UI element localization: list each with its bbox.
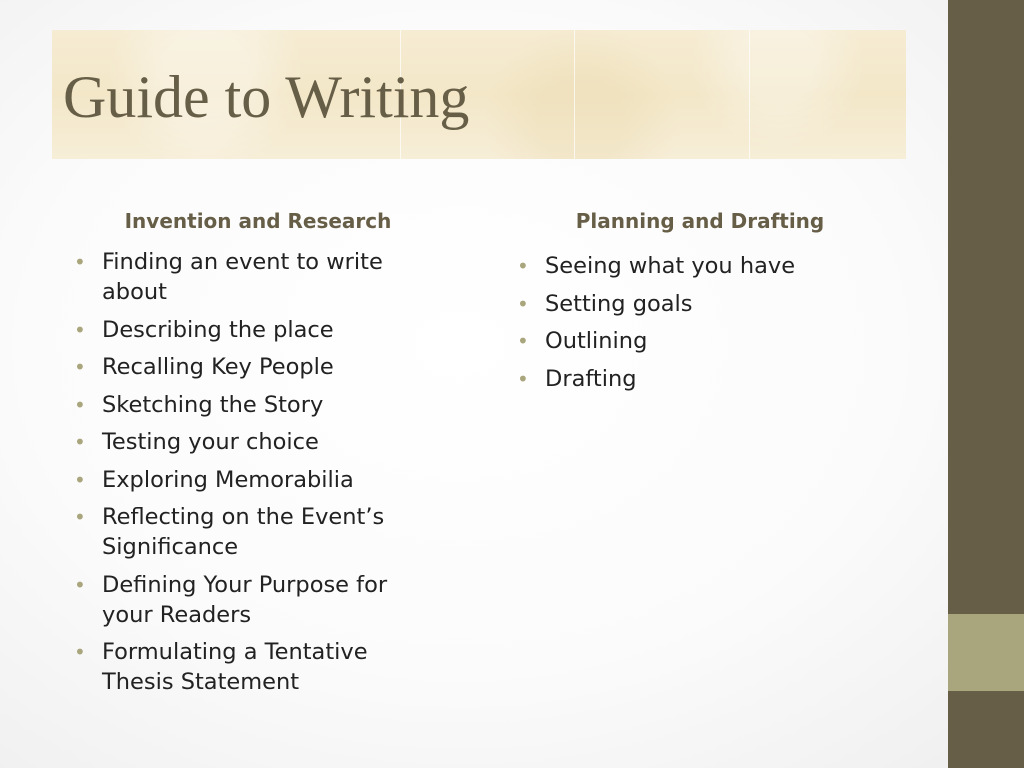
list-item-text: Setting goals xyxy=(545,290,693,317)
list-item-text: Describing the place xyxy=(102,316,334,343)
list-item-text: Outlining xyxy=(545,328,648,354)
list-item-text: Exploring Memorabilia xyxy=(102,466,354,493)
list-item xyxy=(71,247,443,307)
list-item xyxy=(71,570,443,630)
list-item-text: Finding an event to write about xyxy=(102,249,383,305)
right-bullet-list xyxy=(514,251,886,401)
list-item-text: Formulating a Tentative Thesis Statement xyxy=(102,639,368,695)
list-item xyxy=(71,637,443,697)
list-item xyxy=(71,465,443,495)
list-item-text: Testing your choice xyxy=(102,429,319,455)
list-item-text: Seeing what you have xyxy=(545,253,796,279)
bullet-dot-icon: • xyxy=(517,291,529,316)
list-item xyxy=(514,326,886,356)
list-item xyxy=(71,352,443,382)
bullet-dot-icon: • xyxy=(74,505,86,529)
bullet-dot-icon: • xyxy=(517,329,529,353)
list-item-text: Drafting xyxy=(545,365,637,392)
list-item xyxy=(514,251,886,281)
side-accent-block xyxy=(948,614,1024,691)
list-item-text: Recalling Key People xyxy=(102,354,334,380)
list-item xyxy=(71,390,443,420)
left-column-heading: Invention and Research xyxy=(124,209,392,233)
slide-title: Guide to Writing xyxy=(63,64,470,130)
bullet-dot-icon: • xyxy=(74,430,86,454)
band-divider xyxy=(574,30,575,159)
list-item xyxy=(514,364,886,394)
band-divider xyxy=(749,30,750,159)
list-item xyxy=(71,502,443,562)
right-column-heading: Planning and Drafting xyxy=(575,209,825,233)
list-item-text: Defining Your Purpose for your Readers xyxy=(102,571,388,628)
list-item-text: Sketching the Story xyxy=(102,391,324,418)
left-bullet-list xyxy=(71,247,443,705)
bullet-dot-icon: • xyxy=(517,254,529,278)
list-item xyxy=(514,289,886,319)
bullet-dot-icon: • xyxy=(74,467,86,492)
bullet-dot-icon: • xyxy=(74,392,86,417)
bullet-dot-icon: • xyxy=(517,366,529,391)
list-item xyxy=(71,315,443,345)
bullet-dot-icon: • xyxy=(74,640,86,664)
bullet-dot-icon: • xyxy=(74,317,86,342)
list-item xyxy=(71,427,443,457)
list-item-text: Reflecting on the Event’s Significance xyxy=(102,504,385,560)
bullet-dot-icon: • xyxy=(74,250,86,274)
bullet-dot-icon: • xyxy=(74,355,86,379)
title-band xyxy=(52,30,906,159)
bullet-dot-icon: • xyxy=(74,572,86,597)
